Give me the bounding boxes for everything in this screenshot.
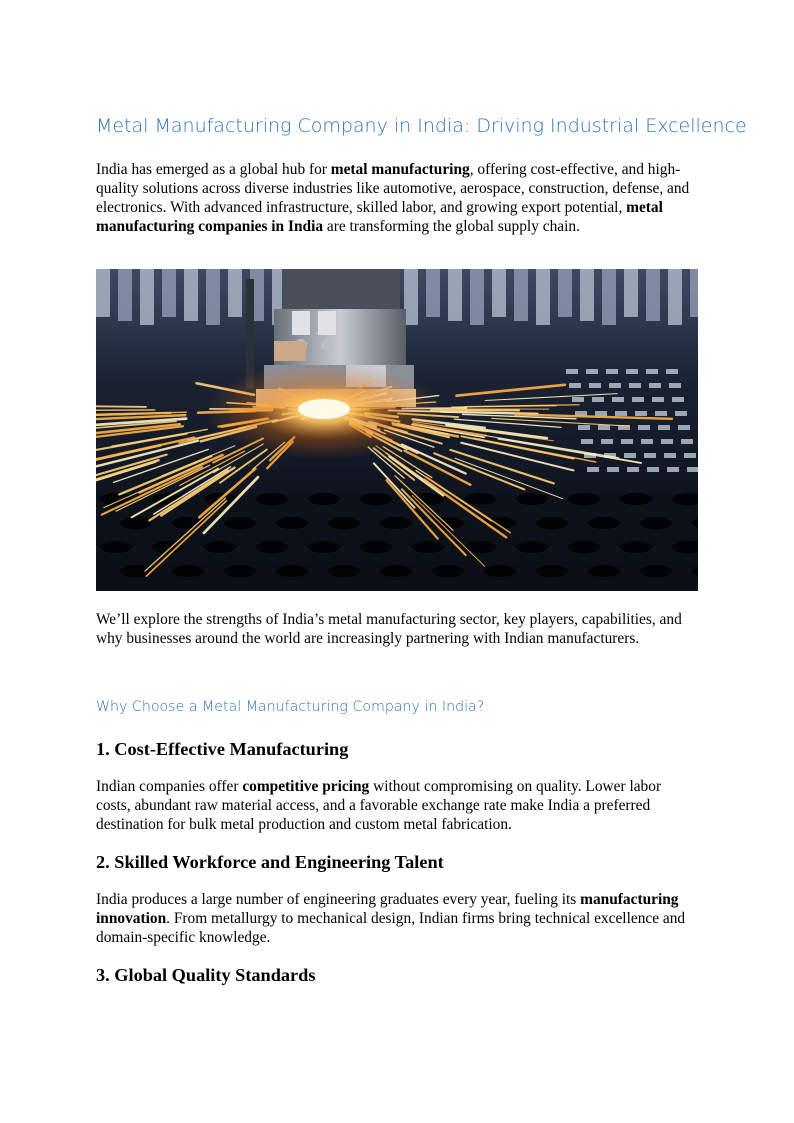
table-hole <box>328 517 360 529</box>
paragraph-skilled-workforce <box>96 890 698 947</box>
table-hole <box>360 493 392 505</box>
table-hole <box>536 565 568 577</box>
table-hole <box>412 541 444 553</box>
slat <box>404 269 418 325</box>
spark <box>431 410 519 411</box>
slat <box>602 269 616 325</box>
plate-slot <box>687 467 698 472</box>
slat <box>184 269 198 321</box>
plate-slot <box>626 369 638 374</box>
page-title: Metal Manufacturing Company in India: Driving Industrial Excellence <box>96 115 747 137</box>
table-hole <box>308 493 340 505</box>
plate-slot <box>589 383 601 388</box>
plate-slot <box>684 453 696 458</box>
table-hole <box>588 517 620 529</box>
paragraph-cost-effective <box>96 777 698 834</box>
plate-slot <box>572 397 584 402</box>
plate-slot <box>675 411 687 416</box>
skilled-text-2: . From metallurgy to mechanical design, Indian firms bring technical excellence and domain-specific knowledge. <box>96 910 686 946</box>
plate-slot <box>652 397 664 402</box>
plate-slot <box>672 397 684 402</box>
table-hole <box>308 541 340 553</box>
plate-slot <box>569 383 581 388</box>
table-hole <box>256 541 288 553</box>
cost-bold: competitive pricing <box>242 778 370 795</box>
table-hole <box>516 493 548 505</box>
table-hole <box>620 541 652 553</box>
plate-slot <box>646 369 658 374</box>
plate-slot <box>644 453 656 458</box>
table-hole <box>276 565 308 577</box>
slat <box>206 269 220 325</box>
table-hole <box>640 565 672 577</box>
plate-slot <box>658 425 670 430</box>
plate-slot <box>595 411 607 416</box>
plate-slot <box>581 439 593 444</box>
slat <box>558 269 572 317</box>
plate-slot <box>592 397 604 402</box>
intro-bold-2: metal manufacturing companies in India <box>96 199 663 235</box>
plate-slot <box>635 411 647 416</box>
slat <box>536 269 550 325</box>
laser-cutting-illustration <box>96 269 698 591</box>
table-hole <box>464 493 496 505</box>
table-hole <box>276 517 308 529</box>
table-hole <box>568 541 600 553</box>
plate-slot <box>655 411 667 416</box>
intro-text-2: , offering cost-effective, and high-quality solutions across diverse industries like automotive, aerospace, construction, defense, and electronics. With advanced infrastructure, skilled labor, and growing export potential, <box>96 161 690 216</box>
plate-slot <box>624 453 636 458</box>
table-hole <box>412 493 444 505</box>
table-hole <box>224 517 256 529</box>
slat <box>426 269 440 317</box>
table-hole <box>360 541 392 553</box>
heading-skilled-workforce: 2. Skilled Workforce and Engineering Talent <box>96 852 444 872</box>
slat <box>514 269 528 321</box>
heading-global-quality: 3. Global Quality Standards <box>96 965 316 985</box>
table-hole <box>620 493 652 505</box>
plate-slot <box>566 369 578 374</box>
plate-slot <box>578 425 590 430</box>
table-hole <box>432 565 464 577</box>
spark <box>96 410 155 411</box>
table-hole <box>256 493 288 505</box>
plate-slot <box>632 397 644 402</box>
plate-slot <box>615 411 627 416</box>
table-hole <box>204 541 236 553</box>
section-subheading: Why Choose a Metal Manufacturing Company in India? <box>96 699 485 715</box>
table-hole <box>640 517 672 529</box>
slat <box>668 269 682 325</box>
skilled-text-1: India produces a large number of engineering graduates every year, fueling its <box>96 891 581 908</box>
skilled-bold: manufacturing innovation <box>96 891 679 927</box>
plate-slot <box>647 467 659 472</box>
plate-slot <box>606 369 618 374</box>
slat <box>448 269 462 321</box>
plate-slot <box>598 425 610 430</box>
plate-slot <box>607 467 619 472</box>
slat <box>690 269 698 317</box>
slat <box>228 269 242 317</box>
intro-bold-1: metal manufacturing <box>330 161 470 178</box>
plate-slot <box>641 439 653 444</box>
slat <box>96 269 110 317</box>
slat <box>646 269 660 321</box>
slat <box>470 269 484 325</box>
slat <box>140 269 154 325</box>
outro-paragraph: We’ll explore the strengths of India’s metal manufacturing sector, key players, capabilities, and why businesses around the world are increasingly partnering with Indian manufacturers. <box>96 611 682 647</box>
table-hole <box>100 541 132 553</box>
slat <box>118 269 132 321</box>
plate-slot <box>638 425 650 430</box>
table-hole <box>380 565 412 577</box>
slat <box>492 269 506 317</box>
table-hole <box>568 493 600 505</box>
plate-slot <box>669 383 681 388</box>
plate-slot <box>609 383 621 388</box>
cost-text-2: without compromising on quality. Lower labor costs, abundant raw material access, and a favorable exchange rate make India a preferred destination for bulk metal production and custom metal fabrication. <box>96 778 662 833</box>
table-hole <box>484 565 516 577</box>
plate-slot <box>601 439 613 444</box>
table-hole <box>328 565 360 577</box>
slat <box>580 269 594 321</box>
plate-slot <box>678 425 690 430</box>
plate-slot <box>649 383 661 388</box>
slat <box>624 269 638 317</box>
plate-slot <box>612 397 624 402</box>
plate-slot <box>587 467 599 472</box>
plate-slot <box>621 439 633 444</box>
plate-slot <box>664 453 676 458</box>
intro-paragraph <box>96 160 698 236</box>
heading-cost-effective: 1. Cost-Effective Manufacturing <box>96 739 349 759</box>
table-hole <box>380 517 412 529</box>
table-hole <box>224 565 256 577</box>
intro-text-1: India has emerged as a global hub for <box>96 161 331 178</box>
laser-cutting-photo <box>96 269 698 591</box>
plate-slot <box>681 439 693 444</box>
plate-slot <box>586 369 598 374</box>
plate-slot <box>661 439 673 444</box>
slat <box>162 269 176 317</box>
cost-text-1: Indian companies offer <box>96 778 243 795</box>
table-hole <box>172 565 204 577</box>
plate-slot <box>627 467 639 472</box>
plate-slot <box>667 467 679 472</box>
plate-slot <box>666 369 678 374</box>
plate-slot <box>629 383 641 388</box>
table-hole <box>516 541 548 553</box>
intro-text-3: are transforming the global supply chain. <box>323 218 580 235</box>
table-hole <box>536 517 568 529</box>
table-hole <box>588 565 620 577</box>
table-hole <box>120 517 152 529</box>
